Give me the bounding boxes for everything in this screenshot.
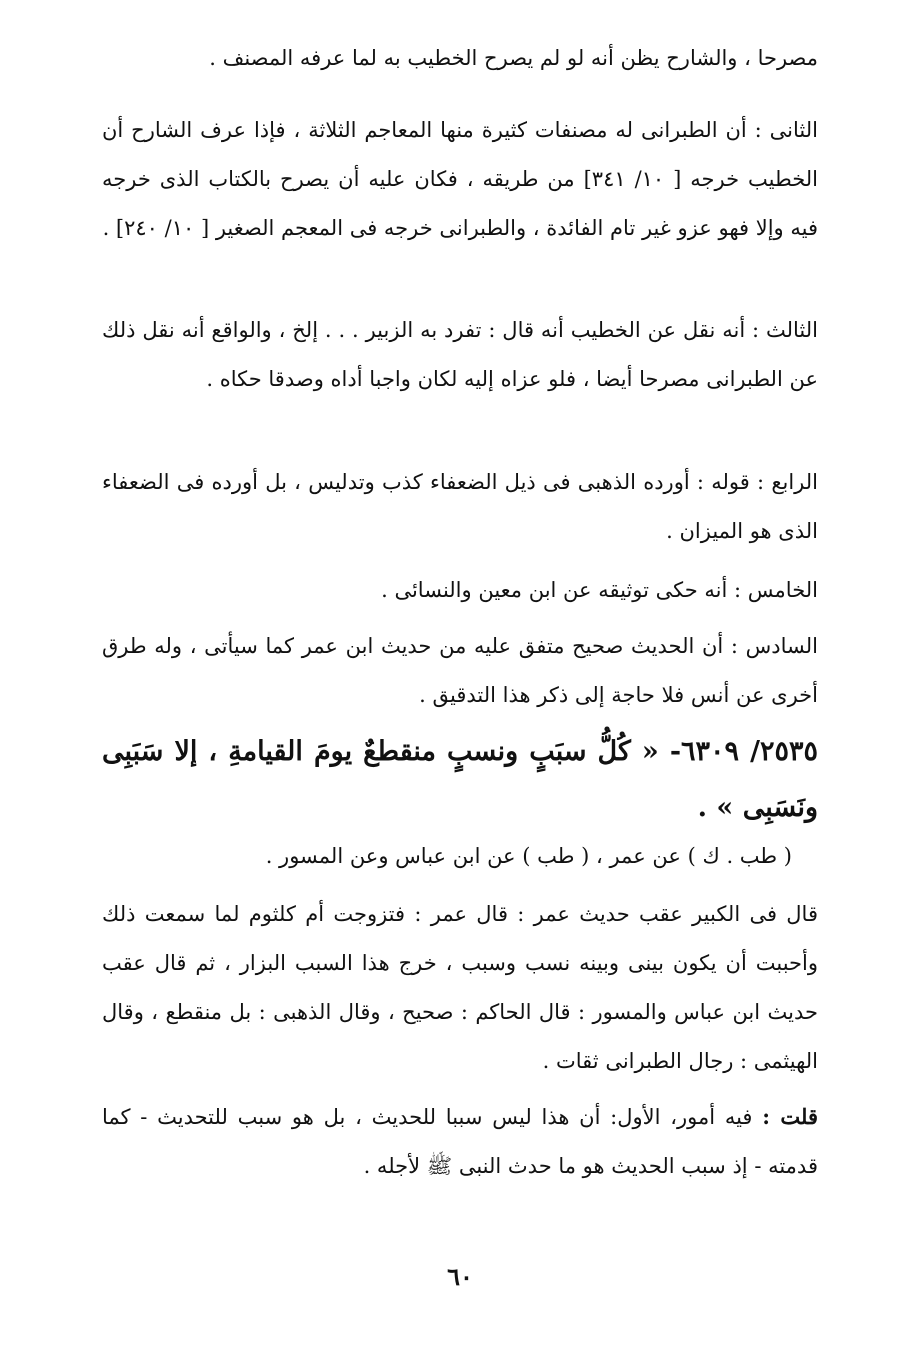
paragraph-second: الثانى : أن الطبرانى له مصنفات كثيرة منها المعاجم الثلاثة ، فإذا عرف الشارح أن الخطيب خرجه [ ١٠/ ٣٤١] من طريقه ، فكان عليه أن يصرح بالكتاب الذى خرجه فيه وإلا فهو عزو غير تام الفائدة ، والطبرانى خرجه فى المعجم الصغير [ ١٠/ ٢٤٠] . [102,118,818,240]
hadith-text: ٢٥٣٥/ ٦٣٠٩- « كُلُّ سبَبٍ ونسبٍ منقطعٌ يومَ القيامةِ ، إلا سَبَبِى ونَسَبِى » . [102,736,818,823]
hadith-sources: ( طب . ك ) عن عمر ، ( طب ) عن ابن عباس وعن المسور . [265,844,792,868]
paragraph-third: الثالث : أنه نقل عن الخطيب أنه قال : تفرد به الزبير . . . إلخ ، والواقع أنه نقل ذلك عن الطبرانى مصرحا أيضا ، فلو عزاه إليه لكان واجبا أداه وصدقا حكاه . [102,318,818,391]
paragraph-sixth: السادس : أن الحديث صحيح متفق عليه من حديث ابن عمر كما سيأتى ، وله طرق أخرى عن أنس فلا حاجة إلى ذكر هذا التدقيق . [102,634,818,707]
page-number: ٦٠ [447,1262,473,1291]
conclusion-paragraph [102,1092,818,1191]
conclusion-label: قلت : [762,1104,818,1129]
paragraph-fifth: الخامس : أنه حكى توثيقه عن ابن معين والنسائى . [381,578,818,602]
paragraph-continuation: مصرحا ، والشارح يظن أنه لو لم يصرح الخطيب به لما عرفه المصنف . [209,46,818,70]
paragraph-fourth: الرابع : قوله : أورده الذهبى فى ذيل الضعفاء كذب وتدليس ، بل أورده فى الضعفاء الذى هو الميزان . [102,470,818,543]
commentary-paragraph: قال فى الكبير عقب حديث عمر : قال عمر : فتزوجت أم كلثوم لما سمعت ذلك وأحببت أن يكون بينى وبينه نسب وسبب ، خرج هذا السبب البزار ، ثم قال عقب حديث ابن عباس والمسور : قال الحاكم : صحيح ، وقال الذهبى : بل منقطع ، وقال الهيثمى : رجال الطبرانى ثقات . [102,902,818,1073]
conclusion-text: فيه أمور، الأول: أن هذا ليس سببا للحديث ، بل هو سبب للتحديث - كما قدمته - إذ سبب الحديث هو ما حدث النبى ﷺ لأجله . [102,1105,818,1178]
